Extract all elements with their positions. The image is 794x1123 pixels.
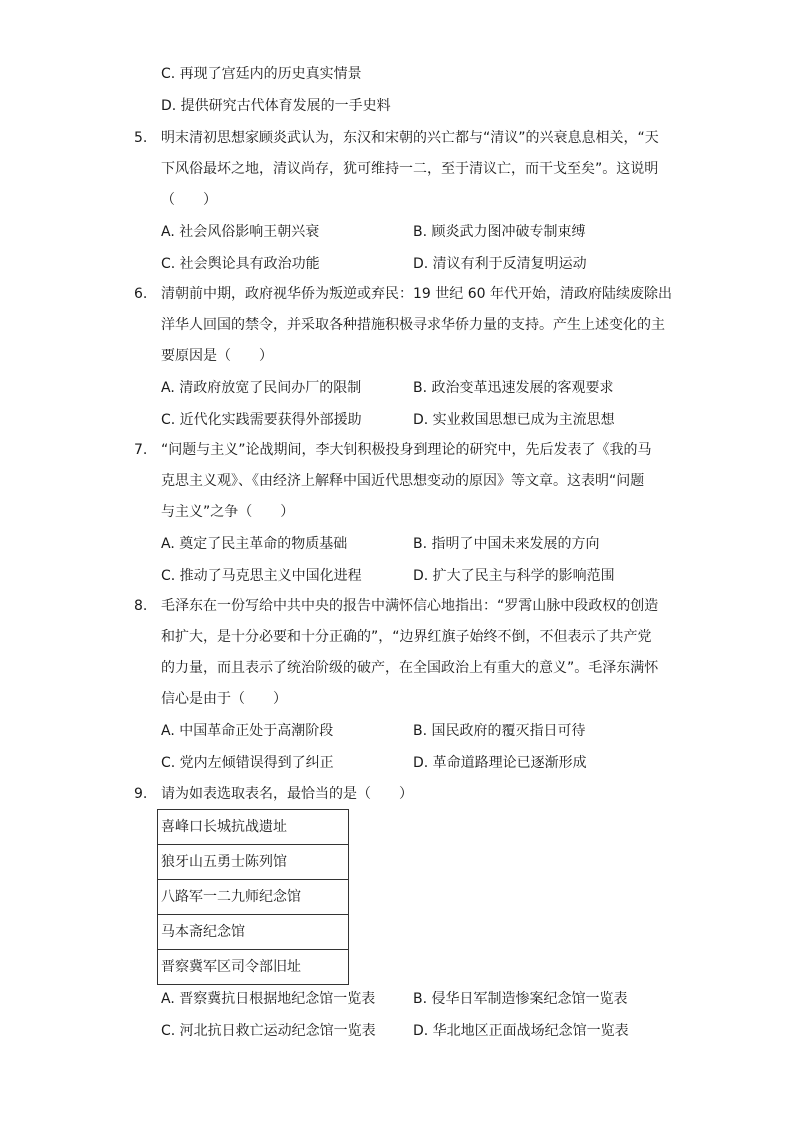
- table-row: [158, 915, 349, 950]
- question-7-option-d: D. 扩大了民主与科学的影响范围: [413, 568, 615, 584]
- question-8-line-1: 毛泽东在一份写给中共中央的报告中满怀信心地指出：“罗霄山脉中段政权的创造: [161, 598, 659, 614]
- prev-option-c: C. 再现了宫廷内的历史真实情景: [161, 66, 362, 82]
- question-9-option-c: C. 河北抗日救亡运动纪念馆一览表: [161, 1023, 376, 1039]
- table-row: [158, 845, 349, 880]
- question-5-option-a: A. 社会风俗影响王朝兴衰: [161, 224, 320, 240]
- question-6-line-3: 要原因是（ ）: [161, 348, 273, 364]
- table-row: [158, 950, 349, 985]
- table-cell: 八路军一二九师纪念馆: [158, 880, 349, 915]
- question-7-line-2: 克思主义观》、《由经济上解释中国近代思想变动的原因》等文章。这表明“问题: [161, 473, 645, 489]
- table-cell: 马本斋纪念馆: [158, 915, 349, 950]
- question-5-line-1: 明末清初思想家顾炎武认为，东汉和宋朝的兴亡都与“清议”的兴衰息息相关，“天: [161, 130, 659, 146]
- table-row: [158, 810, 349, 845]
- question-5-option-c: C. 社会舆论具有政治功能: [161, 256, 320, 272]
- question-6-line-1: 清朝前中期，政府视华侨为叛逆或弃民：19 世纪 60 年代开始，清政府陆续废除出: [161, 286, 672, 302]
- question-9-option-b: B. 侵华日军制造惨案纪念馆一览表: [413, 991, 628, 1007]
- question-8-number: 8.: [134, 598, 148, 614]
- question-8-option-a: A. 中国革命正处于高潮阶段: [161, 723, 334, 739]
- question-5-option-d: D. 清议有利于反清复明运动: [413, 256, 587, 272]
- question-9-option-a: A. 晋察冀抗日根据地纪念馆一览表: [161, 991, 376, 1007]
- question-7-option-a: A. 奠定了民主革命的物质基础: [161, 536, 348, 552]
- question-9-option-d: D. 华北地区正面战场纪念馆一览表: [413, 1023, 629, 1039]
- question-7-option-b: B. 指明了中国未来发展的方向: [413, 536, 600, 552]
- question-8-line-4: 信心是由于（ ）: [161, 691, 287, 707]
- question-6-option-a: A. 清政府放宽了民间办厂的限制: [161, 380, 362, 396]
- question-8-line-3: 的力量，而且表示了统治阶级的破产，在全国政治上有重大的意义”。毛泽东满怀: [161, 660, 659, 676]
- question-9-line-1: 请为如表选取表名，最恰当的是（ ）: [161, 786, 413, 802]
- question-5-number: 5.: [134, 130, 148, 146]
- prev-option-d: D. 提供研究古代体育发展的一手史料: [161, 98, 391, 114]
- question-8-line-2: 和扩大，是十分必要和十分正确的”，“边界红旗子始终不倒，不但表示了共产党: [161, 629, 652, 645]
- table-row: [158, 880, 349, 915]
- question-7-number: 7.: [134, 442, 148, 458]
- question-6-line-2: 洋华人回国的禁令，并采取各种措施积极寻求华侨力量的支持。产生上述变化的主: [161, 317, 665, 333]
- question-9-number: 9.: [134, 786, 148, 802]
- question-5-line-2: 下风俗最坏之地，清议尚存，犹可维持一二，至于清议亡，而干戈至矣”。这说明: [161, 161, 659, 177]
- question-6-option-c: C. 近代化实践需要获得外部援助: [161, 412, 362, 428]
- memorial-table: [157, 809, 349, 985]
- question-8-option-b: B. 国民政府的覆灭指日可待: [413, 723, 586, 739]
- question-6-option-b: B. 政治变革迅速发展的客观要求: [413, 380, 614, 396]
- question-7-line-3: 与主义”之争（ ）: [161, 504, 295, 520]
- question-7-line-1: “问题与主义”论战期间，李大钊积极投身到理论的研究中，先后发表了《我的马: [161, 442, 652, 458]
- question-5-line-3: （ ）: [161, 192, 217, 208]
- question-7-option-c: C. 推动了马克思主义中国化进程: [161, 568, 362, 584]
- question-8-option-c: C. 党内左倾错误得到了纠正: [161, 755, 334, 771]
- table-cell: 喜峰口长城抗战遗址: [158, 810, 349, 845]
- table-cell: 狼牙山五勇士陈列馆: [158, 845, 349, 880]
- question-6-option-d: D. 实业救国思想已成为主流思想: [413, 412, 615, 428]
- question-6-number: 6.: [134, 286, 148, 302]
- question-8-option-d: D. 革命道路理论已逐渐形成: [413, 755, 587, 771]
- table-cell: 晋察冀军区司令部旧址: [158, 950, 349, 985]
- question-5-option-b: B. 顾炎武力图冲破专制束缚: [413, 224, 586, 240]
